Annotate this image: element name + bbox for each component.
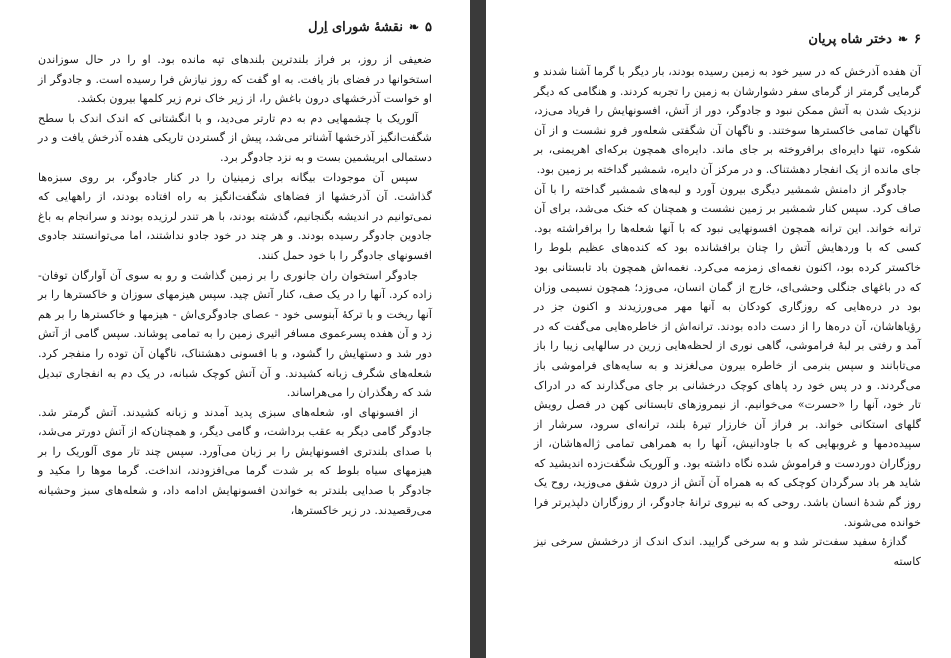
paragraph: جادوگر استخوان ران جانوری را بر زمین گذاشت و رو به سوی آن آوارگان توفان-زاده کرد. آنها را در یک صف، کنار آتش چید. سپس هیزمهای سوزان و خاکسترها را بر آنها ریخت و با ترکهٔ آبنوسی خود - عصای جادوگری‌اش - هیزمها و خاکسترها را بر هم زد و آن هفده پسرعموی مسافر اثیری زمین را به تمامی پوشاند. سپس گامی از آتش دور شد و دستهایش را گشود، و با افسونی دهشتناک، ناگهان آن توده را منفجر کرد. شعله‌های شگرف زبانه کشیدند. و آن آتش کوچک شبانه، در یک دم به انفجاری تبدیل شد که رهگذران را می‌هراساند.: [38, 268, 432, 400]
page-number: ۶: [914, 31, 921, 47]
chapter-title: نقشهٔ شورای اِرل: [308, 19, 403, 35]
paragraph: گدازهٔ سفید سفت‌تر شد و به سرخی گرایید. اندک اندک از درخشش سرخی نیز کاسته: [534, 535, 921, 568]
paragraph: از افسونهای او، شعله‌های سبزی پدید آمدند و زبانه کشیدند. آتش گرمتر شد. جادوگر گامی دیگر به عقب برداشت، و گامی دیگر، و همچنان‌که از آتش دورتر می‌شد، با صدای بلندتری افسونهایش را بر زبان می‌آورد. سپس چند تار موی آلوریک را بر هیزمهای سیاه بلوط که بر شدت گرما می‌افزودند، انداخت. گرما موها را مکید و جادوگر با صدایی بلندتر به خواندن افسونهایش ادامه داد، و شعله‌های سبز وحشیانه می‌رقصیدند. در زیر خاکسترها،: [38, 405, 432, 517]
page-header: [38, 18, 432, 36]
right-page: [486, 0, 951, 658]
paragraph: سپس آن موجودات بیگانه برای زمینیان را در کنار جادوگر، بر روی سبزه‌ها گذاشت. آن آذرخشها از فضاهای شگفت‌انگیز به راه افتاده بودند، از راههایی که نمی‌توانیم در اندیشه بگنجانیم، گذشته بودند، با هر تندر لرزیده بودند و سرانجام به باغ جادوین جادوگر رسیده بودند. و هر چند در خود جادو نداشتند، اما می‌توانستند جادوی افسونهای جادوگر را با خود حمل کنند.: [38, 170, 432, 262]
ornament-icon: ❧: [897, 32, 909, 46]
left-page: [0, 0, 470, 658]
paragraph: ضعیفی از روز، بر فراز بلندترین بلندهای تپه مانده بود. او را در حال سوزاندن استخوانها در فضای باز یافت. به او گفت که روز نیازش فرا رسیده است. و جادوگر از او خواست آذرخشهای درون باغش را، از زیر خاک نرم زیر کلمها بیرون بکشد.: [38, 53, 432, 106]
book-gutter: [470, 0, 486, 658]
paragraph: آن هفده آذرخش که در سیر خود به زمین رسیده بودند، بار دیگر با گرما آشنا شدند و گرمایی گرمتر از گرمای سفر دشوارشان به زمین را تجربه کردند. و هنگامی که دیگر نزدیک شدن به آتش ممکن نبود و جادوگر، دور از آتش، افسونهایش را فریاد می‌زد، ناگهان تمامی خاکسترها سوختند. و ناگهان آن شگفتی شعله‌ور فرو نشست و از آن شکوه، تنها دایره‌ای برافروخته بر جای ماند. دایره‌ای همچون برکه‌ای اهریمنی، بر جای مانده از یک انفجار دهشتناک. و در مرکز آن دایره، شمشیر گداخته بر زمین بود.: [534, 65, 921, 176]
page-header: [534, 30, 921, 48]
ornament-icon: ❧: [408, 20, 420, 34]
paragraph: جادوگر از دامنش شمشیر دیگری بیرون آورد و لبه‌های شمشیر گداخته را با آن صاف کرد. سپس کنار شمشیر بر زمین نشست و همچنان که خنک می‌شد، برای آن ترانه خواند. این ترانه همچون افسونهایی نبود که با آنها شعله‌ها را برافراشته بود. کسی که با وردهایش آتش را چنان برافشانده بود که کنده‌های عظیم بلوط را خاکستر کرده بود، اکنون نغمه‌ای زمزمه می‌کرد. نغمه‌اش همچون باد تابستانی بود که در باغهای جنگلی وحشی‌ای، خارج از گمان انسان، می‌وزد؛ همچون نسیمی وزان بود در دره‌هایی که روزگاری کودکان به آنها مهر می‌ورزیدند و اکنون جز در رؤیاهاشان، آن دره‌ها را از دست داده بودند. ترانه‌اش از خاطره‌هایی می‌گفت که در آمد و رفتی بر لبهٔ فراموشی، گاهی نوری از لحظه‌هایی زرین در سالهایی زیبا را باز می‌تابانند و سپس بنرمی از خاطره بیرون می‌لغزند و به سایه‌های فراموشی باز می‌گردند. و در پس خود رد پاهای کوچک درخشانی بر جای می‌گذارند که در ادراک تار خود، آنها را «حسرت» می‌خوانیم. از نیمروزهای تابستانی کهن در فصل رویش گلهای استکانی خواند. بر فراز آن خارزار تیرهٔ بلند، ترانه‌ای سرود، سرشار از سپیده‌دمها و غروبهایی که با جاودانیش، آنها را به همراهی تمامی ژاله‌هاشان، از روزگاران دوردست و فراموش شده نگاه داشته بود. و آلوریک شگفت‌زده اندیشید که شاید هر باد سرگردان کوچکی که به همراه آن آتش از درون شفق می‌وزید، روح یک روز گم شدهٔ انسان باشد. روحی که به نیروی ترانهٔ جادوگر، از روزگاران دلپذیرتر فرا خوانده می‌شوند.: [534, 182, 921, 529]
page-number: ۵: [425, 19, 432, 35]
paragraph: آلوریک با چشمهایی دم به دم تارتر می‌دید، و با انگشتانی که اندک اندک با سطح شگفت‌انگیز آذرخشها آشناتر می‌شد، پیش از گستردن تاریکی هفده آذرخش یافت و در دستمالی ابریشمین بست و به نزد جادوگر برد.: [38, 111, 432, 164]
book-title: دختر شاه پریان: [808, 31, 892, 47]
